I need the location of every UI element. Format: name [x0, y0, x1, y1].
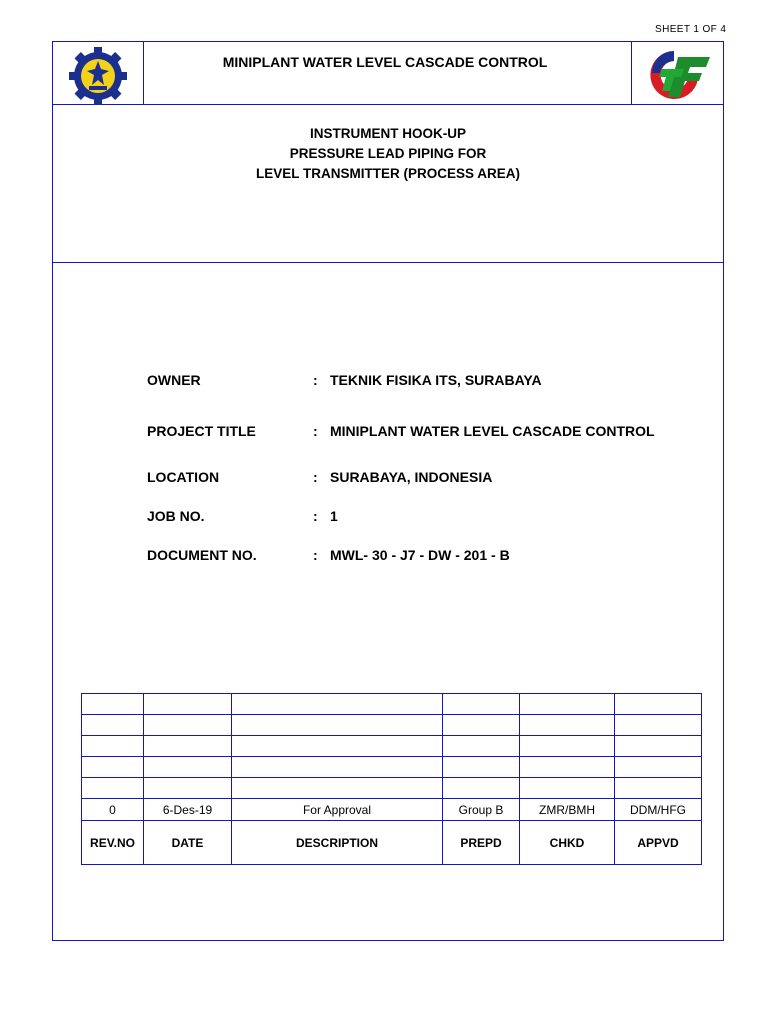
header-divider-right: [631, 42, 632, 104]
description-cell: For Approval: [232, 799, 443, 821]
revision-row-empty: [82, 778, 702, 799]
sheet-number: SHEET 1 OF 4: [655, 24, 727, 35]
document-title-line-1: INSTRUMENT HOOK-UP: [310, 126, 466, 141]
document-no-colon: :: [313, 547, 318, 563]
job-no-colon: :: [313, 508, 318, 524]
document-title-line-2: PRESSURE LEAD PIPING FOR: [289, 146, 487, 161]
job-no-value: 1: [330, 508, 338, 524]
project-title-value: MINIPLANT WATER LEVEL CASCADE CONTROL: [330, 423, 655, 439]
prepd-cell: Group B: [443, 799, 520, 821]
date-header: DATE: [144, 821, 232, 865]
location-colon: :: [313, 469, 318, 485]
rev-no-header: REV.NO: [82, 821, 144, 865]
revision-row-empty: [82, 757, 702, 778]
revision-row-empty: [82, 694, 702, 715]
document-title-line-3: LEVEL TRANSMITTER (PROCESS AREA): [255, 166, 520, 181]
chkd-header: CHKD: [520, 821, 615, 865]
revision-row: [82, 799, 702, 821]
appvd-header: APPVD: [615, 821, 702, 865]
description-header: DESCRIPTION: [232, 821, 443, 865]
document-no-value: MWL- 30 - J7 - DW - 201 - B: [330, 547, 510, 563]
revision-row-empty: [82, 715, 702, 736]
revision-row-empty: [82, 736, 702, 757]
appvd-cell: DDM/HFG: [615, 799, 702, 821]
header-bottom-rule: [53, 104, 723, 105]
document-frame: [52, 41, 724, 941]
job-no-label: JOB NO.: [147, 508, 205, 524]
document-no-label: DOCUMENT NO.: [147, 547, 257, 563]
title-bottom-rule: [53, 262, 723, 263]
revision-header-row: [82, 821, 702, 865]
owner-value: TEKNIK FISIKA ITS, SURABAYA: [330, 372, 542, 388]
header-divider-left: [143, 42, 144, 104]
revision-table: [81, 693, 702, 865]
project-title-colon: :: [313, 423, 318, 439]
owner-label: OWNER: [147, 372, 201, 388]
owner-colon: :: [313, 372, 318, 388]
date-cell: 6-Des-19: [144, 799, 232, 821]
location-value: SURABAYA, INDONESIA: [330, 469, 493, 485]
rev-no-cell: 0: [82, 799, 144, 821]
teknik-fisika-logo-icon: [644, 47, 712, 103]
document-title: [53, 124, 723, 184]
header-title: MINIPLANT WATER LEVEL CASCADE CONTROL: [222, 54, 548, 70]
project-title-label: PROJECT TITLE: [147, 423, 256, 439]
prepd-header: PREPD: [443, 821, 520, 865]
its-emblem-icon: [65, 45, 131, 107]
chkd-cell: ZMR/BMH: [520, 799, 615, 821]
location-label: LOCATION: [147, 469, 220, 485]
